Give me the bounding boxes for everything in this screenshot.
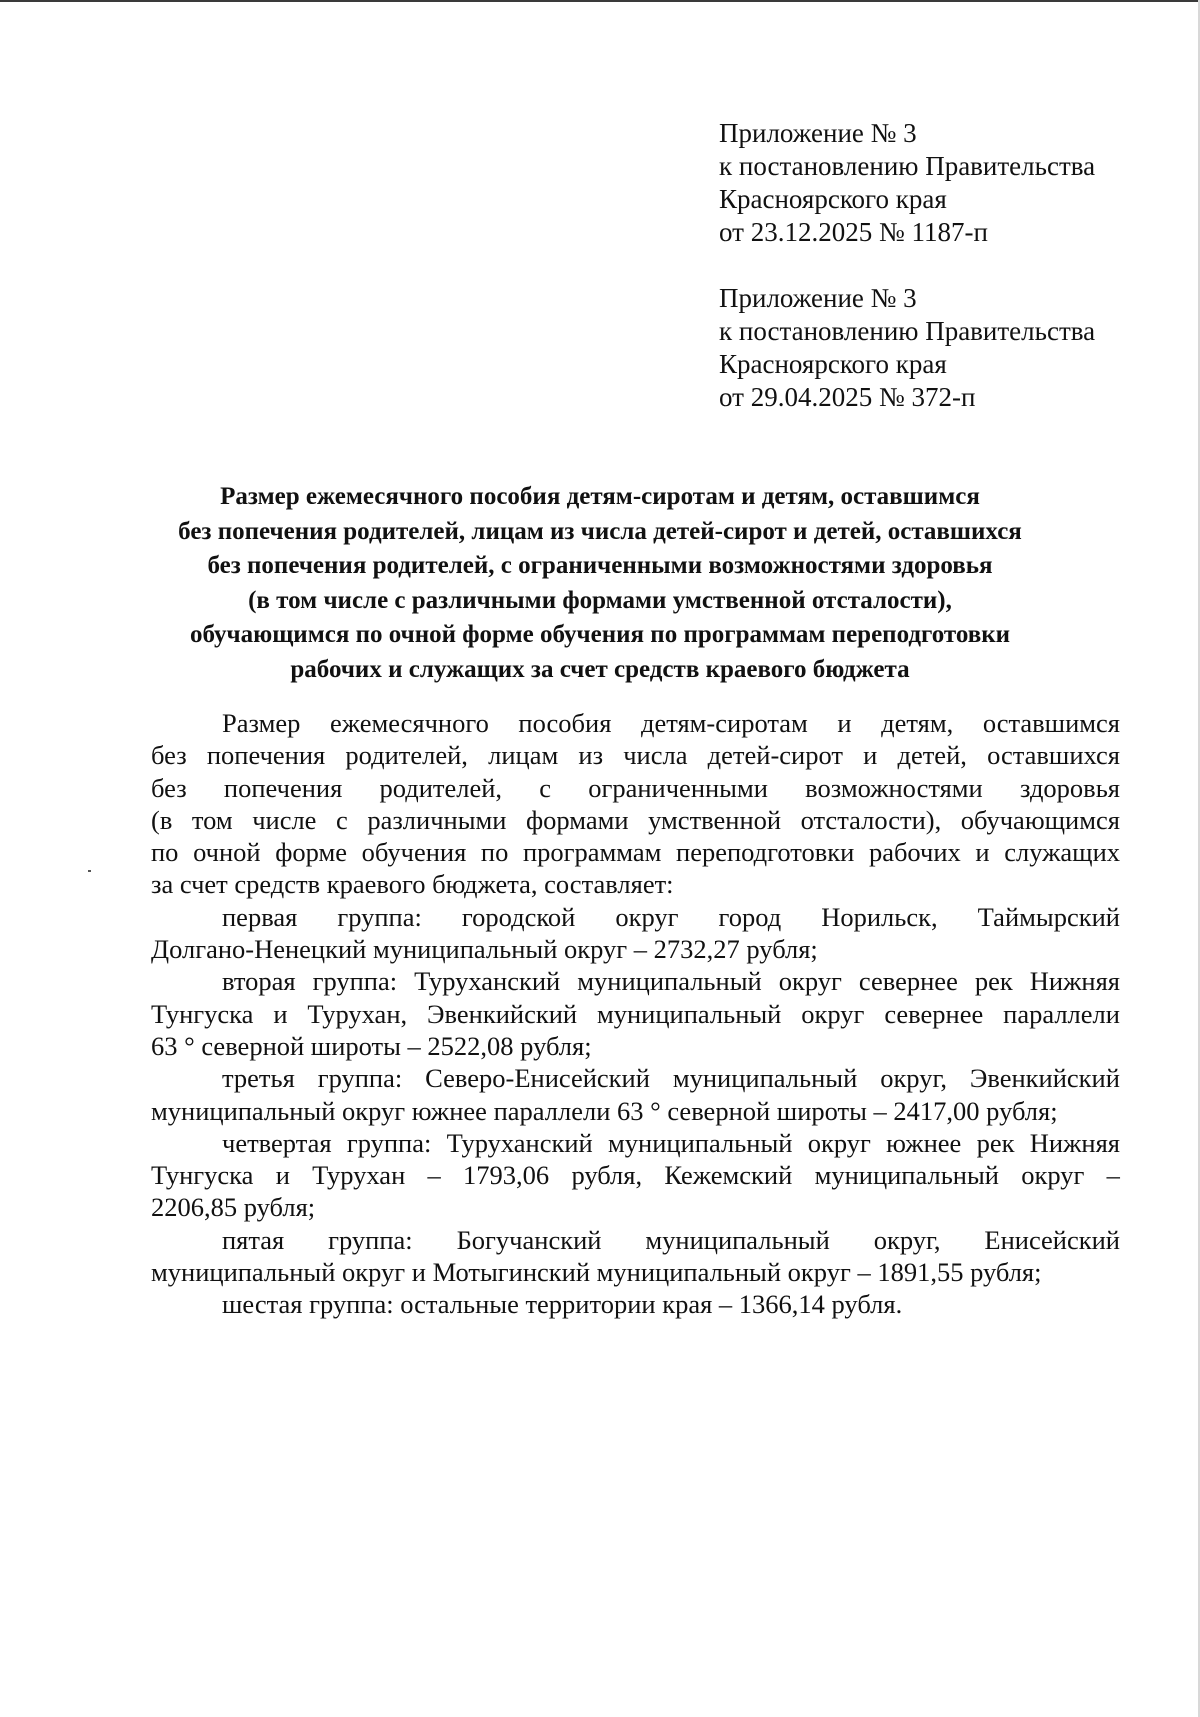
group-3-line: муниципальный округ южнее параллели 63 ° северной широты – 2417,00 рубля; — [151, 1095, 1058, 1126]
word: с — [336, 804, 348, 835]
intro-line — [151, 836, 1120, 868]
word: группа: — [337, 901, 422, 932]
word: детей, — [897, 740, 967, 771]
appendix-reference: к постановлению Правительства — [719, 316, 1096, 346]
title-line: рабочих и служащих за счет средств краевого бюджета — [290, 655, 910, 683]
group-4-line: 2206,85 рубля; — [151, 1192, 316, 1223]
document-title — [130, 480, 1070, 687]
title-line: (в том числе с различными формами умственной отсталости), — [248, 586, 952, 614]
group-4-line — [151, 1159, 1120, 1191]
word: Кежемский — [664, 1160, 793, 1191]
appendix-header-original — [719, 282, 1095, 414]
word: числа — [623, 740, 688, 771]
word: рек — [974, 966, 1013, 997]
word: рубля, — [571, 1160, 643, 1191]
word: южнее — [886, 1127, 962, 1158]
word: Нижняя — [1029, 1127, 1120, 1158]
group-2-line — [151, 965, 1120, 997]
word: и — [837, 708, 852, 738]
title-line: без попечения родителей, лицам из числа детей-сирот и детей, оставшихся — [178, 517, 1022, 545]
scan-top-edge — [0, 0, 1200, 2]
scan-speck — [88, 870, 91, 872]
word: без — [151, 740, 187, 771]
word: служащих — [1004, 837, 1120, 868]
word: рек — [976, 1127, 1015, 1158]
word: переподготовки — [676, 837, 855, 868]
word: Богучанский — [456, 1224, 602, 1255]
appendix-region: Красноярского края — [719, 184, 947, 214]
word: муниципальный — [672, 1063, 858, 1094]
word: детей-сирот — [707, 740, 843, 771]
word: родителей, — [379, 772, 503, 803]
title-line: обучающимся по очной форме обучения по программам переподготовки — [189, 621, 1011, 648]
word: муниципальный — [645, 1224, 830, 1255]
word: муниципальный — [608, 1127, 793, 1158]
word: Таймырский — [977, 901, 1120, 932]
word: рабочих — [868, 837, 961, 868]
word: округ — [778, 966, 842, 997]
word: из — [578, 740, 604, 771]
word: и — [275, 1160, 290, 1191]
word: обучения — [361, 837, 467, 868]
group-1-line — [151, 901, 1120, 933]
word: Эвенкийский — [969, 1063, 1120, 1094]
word: Туруханский — [446, 1127, 593, 1158]
group-4-line — [151, 1127, 1120, 1159]
word: Енисейский — [984, 1224, 1120, 1255]
word: четвертая — [222, 1127, 332, 1158]
word: третья — [222, 1063, 295, 1094]
word: Нижняя — [1029, 966, 1120, 997]
intro-line: за счет средств краевого бюджета, составляет: — [151, 869, 674, 900]
word: без — [151, 772, 187, 803]
word: по — [151, 837, 179, 868]
word: обучающимся — [960, 804, 1120, 835]
word: группа: — [317, 1063, 403, 1094]
word: муниципальный — [577, 966, 762, 997]
group-3-line — [151, 1062, 1120, 1094]
word: группа: — [312, 966, 398, 997]
word: с — [539, 772, 552, 803]
word: Тунгуска — [151, 998, 254, 1029]
word: и — [273, 998, 288, 1029]
title-line: Размер ежемесячного пособия детям-сиротам и детям, оставшимся — [220, 483, 980, 510]
word: попечения — [223, 772, 343, 803]
word: форме — [275, 837, 348, 868]
intro-line — [151, 772, 1120, 804]
word: муниципальный — [596, 998, 782, 1029]
word: отсталости), — [800, 804, 942, 835]
word: и — [975, 837, 990, 868]
word: умственной — [648, 804, 782, 835]
group-2-line — [151, 998, 1120, 1030]
word: пятая — [222, 1224, 285, 1255]
word: 1793,06 — [463, 1160, 550, 1191]
word: попечения — [206, 740, 326, 771]
word: округ, — [873, 1224, 941, 1255]
word: формами — [526, 804, 629, 835]
word: вторая — [222, 966, 296, 997]
group-2-line: 63 ° северной широты – 2522,08 рубля; — [151, 1030, 592, 1061]
word: числе — [252, 804, 317, 835]
appendix-date: от 29.04.2025 № 372-п — [719, 382, 976, 412]
group-5-line — [151, 1224, 1120, 1256]
word: пособия — [518, 708, 612, 738]
word: Размер — [222, 708, 301, 738]
document-body — [151, 707, 1120, 1321]
intro-line — [151, 739, 1120, 771]
word: по — [480, 837, 509, 868]
word: и — [863, 740, 878, 771]
word: Турухан — [312, 1160, 406, 1191]
word: округ — [615, 901, 679, 932]
word: Норильск, — [821, 901, 938, 932]
appendix-date: от 23.12.2025 № 1187-п — [719, 217, 988, 247]
word: (в — [151, 804, 173, 835]
appendix-reference: к постановлению Правительства — [719, 151, 1096, 181]
word: параллели — [1003, 998, 1120, 1029]
word: различными — [367, 804, 507, 835]
word: округ — [801, 998, 865, 1029]
word: родителей, — [345, 740, 468, 771]
word: севернее — [858, 966, 958, 997]
word: программам — [522, 837, 662, 868]
group-6-line: шестая группа: остальные территории края – 1366,14 рубля. — [222, 1289, 903, 1320]
appendix-region: Красноярского края — [719, 349, 947, 379]
word: Эвенкийский — [427, 998, 578, 1029]
word: очной — [193, 837, 261, 868]
word: группа: — [328, 1224, 413, 1255]
word: севернее — [884, 998, 984, 1029]
group-5-line: муниципальный округ и Мотыгинский муниципальный округ – 1891,55 рубля; — [151, 1257, 1042, 1288]
word: здоровья — [1019, 772, 1120, 803]
intro-line — [151, 804, 1120, 836]
word: муниципальный — [814, 1160, 999, 1191]
word: оставшимся — [982, 708, 1120, 738]
appendix-number: Приложение № 3 — [719, 283, 917, 313]
intro-line — [151, 707, 1120, 739]
word: детям-сиротам — [640, 708, 808, 738]
word: Тунгуска — [151, 1160, 254, 1191]
word: Северо-Енисейский — [425, 1063, 650, 1094]
word: ограниченными — [588, 772, 768, 803]
appendix-number: Приложение № 3 — [719, 118, 917, 148]
word: группа: — [346, 1127, 432, 1158]
word: городской — [461, 901, 576, 932]
word: лицам — [488, 740, 559, 771]
word: возможностями — [805, 772, 983, 803]
group-1-line: Долгано-Ненецкий муниципальный округ – 2732,27 рубля; — [151, 934, 818, 965]
title-line: без попечения родителей, с ограниченными возможностями здоровья — [207, 552, 993, 579]
word: округ — [1021, 1160, 1085, 1191]
word: детям, — [881, 708, 954, 738]
word: первая — [222, 901, 298, 932]
word: оставшихся — [987, 740, 1120, 771]
appendix-header-current — [719, 117, 1095, 249]
word: – — [427, 1160, 441, 1191]
word: Туруханский — [414, 966, 561, 997]
word: ежемесячного — [329, 708, 489, 738]
word: Турухан, — [307, 998, 408, 1029]
word: округ — [807, 1127, 871, 1158]
word: – — [1106, 1160, 1120, 1191]
word: округ, — [880, 1063, 947, 1094]
word: город — [718, 901, 782, 932]
word: том — [191, 804, 233, 835]
